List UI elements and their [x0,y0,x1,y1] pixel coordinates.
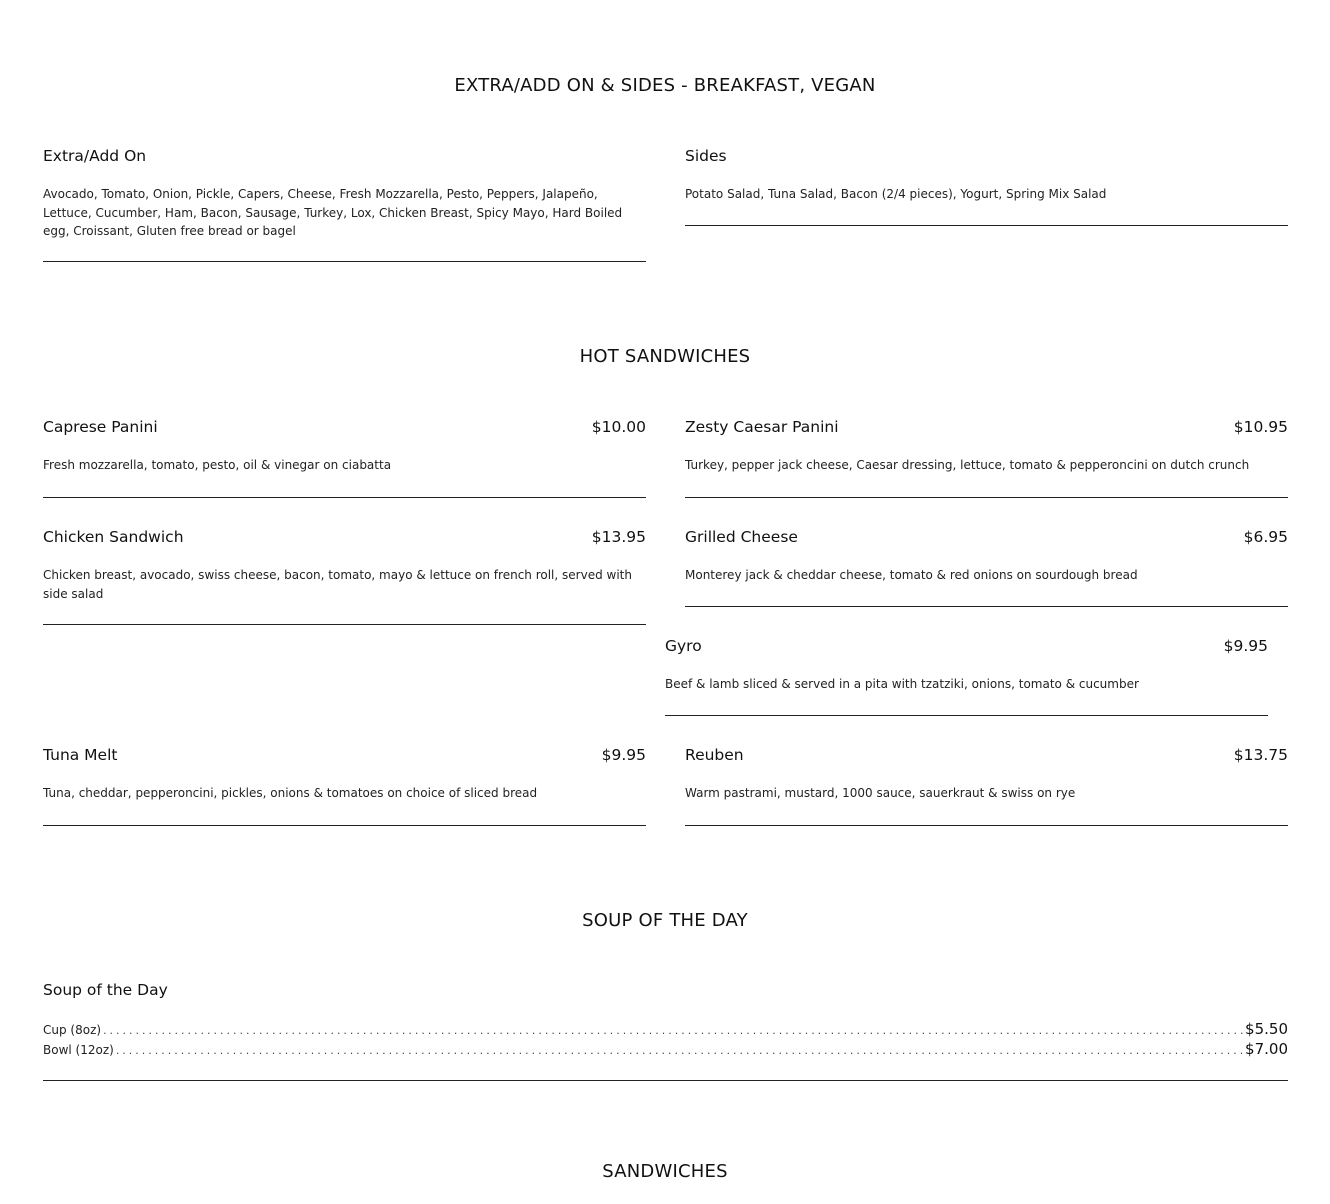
item-name: Reuben [685,746,744,764]
menu-item-soup-of-the-day[interactable] [43,981,1288,1081]
option-price: $5.50 [1245,1020,1288,1038]
soup-option-bowl [43,1040,1288,1060]
item-description: Tuna, cheddar, pepperoncini, pickles, onions & tomatoes on choice of sliced bread [43,786,538,800]
option-label: Cup (8oz) [43,1023,102,1037]
menu-item-grilled-cheese[interactable] [685,528,1288,607]
item-description: Fresh mozzarella, tomato, pesto, oil & vinegar on ciabatta [43,458,392,472]
item-price: $9.95 [601,746,646,764]
item-price: $13.75 [1233,746,1288,764]
item-description: Beef & lamb sliced & served in a pita with tzatziki, onions, tomato & cucumber [665,677,1139,691]
item-name: Chicken Sandwich [43,528,184,546]
menu-item-sides[interactable] [685,147,1288,226]
soup-option-cup [43,1020,1288,1040]
item-description: Turkey, pepper jack cheese, Caesar dressing, lettuce, tomato & pepperoncini on dutch crunch [685,458,1250,472]
section-title-soup: SOUP OF THE DAY [582,910,748,931]
dot-leader [116,1041,1243,1060]
item-name: Gyro [665,637,702,655]
item-price: $13.95 [591,528,646,546]
menu-item-tuna-melt[interactable] [43,746,646,826]
item-name: Sides [685,147,727,165]
item-price: $6.95 [1243,528,1288,546]
section-title-hot-sandwiches: HOT SANDWICHES [579,346,751,367]
item-price: $9.95 [1223,637,1268,655]
menu-item-reuben[interactable] [685,746,1288,826]
item-name: Extra/Add On [43,147,147,165]
item-description: Avocado, Tomato, Onion, Pickle, Capers, Cheese, Fresh Mozzarella, Pesto, Peppers, Jalapeño, Lettuce, Cucumber, Ham, Bacon, Sausage, Turkey, Lox, Chicken Breast, Spicy Mayo, Hard Boiled egg, Croissant, Gluten free bread or bagel [43,187,623,238]
item-description: Monterey jack & cheddar cheese, tomato & red onions on sourdough bread [685,568,1138,582]
item-price: $10.00 [591,418,646,436]
item-name: Soup of the Day [43,981,168,999]
item-description: Chicken breast, avocado, swiss cheese, bacon, tomato, mayo & lettuce on french roll, served with side salad [43,568,632,601]
section-title-sandwiches: SANDWICHES [602,1161,728,1182]
item-name: Grilled Cheese [685,528,798,546]
item-price: $10.95 [1233,418,1288,436]
item-name: Zesty Caesar Panini [685,418,839,436]
menu-item-zesty-caesar-panini[interactable] [685,418,1288,498]
item-name: Caprese Panini [43,418,158,436]
dot-leader [103,1021,1243,1040]
menu-item-gyro[interactable] [665,637,1268,716]
option-price: $7.00 [1245,1040,1288,1058]
menu-item-chicken-sandwich[interactable] [43,528,646,625]
item-name: Tuna Melt [43,746,118,764]
section-title-extras: EXTRA/ADD ON & SIDES - BREAKFAST, VEGAN [454,75,876,96]
option-label: Bowl (12oz) [43,1043,114,1057]
menu-item-extra-add-on[interactable] [43,147,646,262]
menu-item-caprese-panini[interactable] [43,418,646,498]
item-description: Warm pastrami, mustard, 1000 sauce, sauerkraut & swiss on rye [685,786,1076,800]
item-description: Potato Salad, Tuna Salad, Bacon (2/4 pieces), Yogurt, Spring Mix Salad [685,187,1107,201]
